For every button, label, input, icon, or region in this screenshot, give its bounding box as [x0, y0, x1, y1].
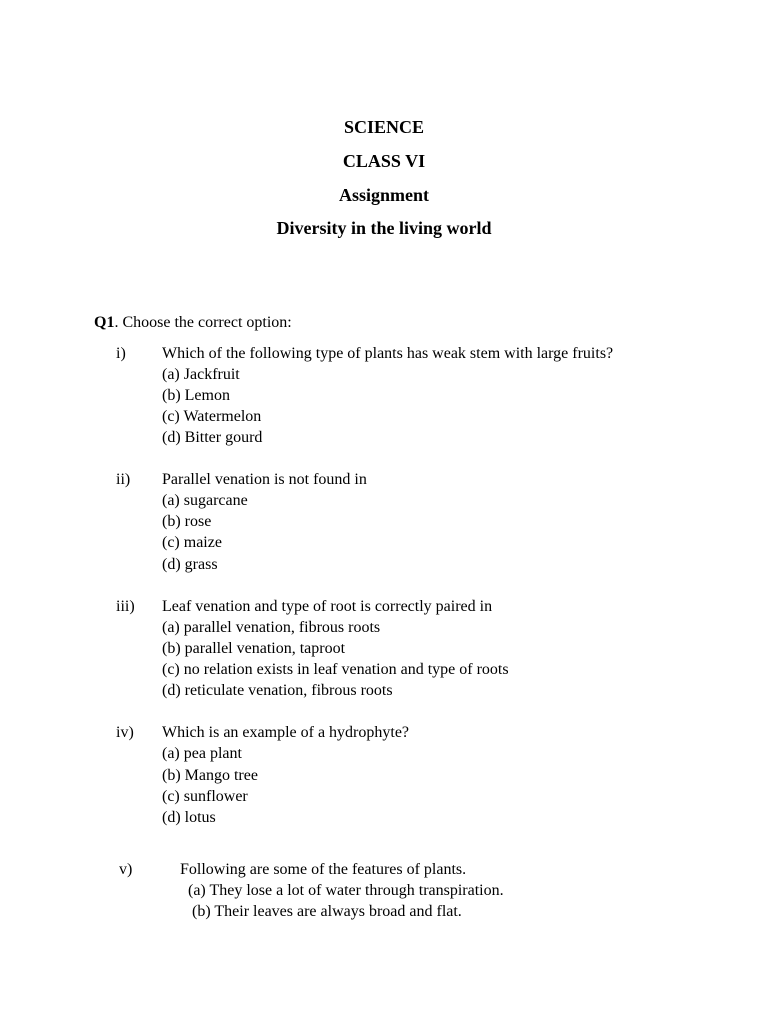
option-text: (a) Jackfruit — [162, 366, 240, 383]
question-number: i) — [116, 345, 126, 362]
option-text: (a) sugarcane — [162, 492, 248, 509]
option-text: (c) no relation exists in leaf venation and type of roots — [162, 661, 509, 678]
option-text: (a) They lose a lot of water through transpiration. — [188, 882, 504, 899]
question-text: Following are some of the features of plants. — [180, 861, 467, 878]
question-text: Which is an example of a hydrophyte? — [162, 724, 410, 741]
document-subject: SCIENCE — [343, 117, 425, 137]
question-text: Parallel venation is not found in — [162, 471, 367, 488]
question-number: iii) — [116, 598, 135, 615]
option-text: (d) Bitter gourd — [162, 429, 263, 446]
option-text: (b) Mango tree — [162, 767, 258, 784]
question-text: Which of the following type of plants has weak stem with large fruits? — [162, 345, 614, 362]
option-text: (b) Lemon — [162, 387, 230, 404]
option-text: (b) parallel venation, taproot — [162, 640, 346, 657]
question-number: ii) — [116, 471, 131, 488]
option-text: (c) sunflower — [162, 788, 248, 805]
question-label: Q1 — [94, 314, 115, 331]
option-text: (c) Watermelon — [162, 408, 262, 425]
question-heading — [94, 313, 292, 333]
document-type: Assignment — [338, 185, 429, 205]
option-text: (b) Their leaves are always broad and flat. — [192, 903, 462, 920]
option-text: (d) lotus — [162, 809, 216, 826]
document-topic: Diversity in the living world — [276, 218, 492, 238]
option-text: (a) parallel venation, fibrous roots — [162, 619, 381, 636]
question-text: Leaf venation and type of root is correctly paired in — [162, 598, 493, 615]
document-class: CLASS VI — [342, 151, 426, 171]
option-text: (d) grass — [162, 556, 218, 573]
option-text: (b) rose — [162, 513, 212, 530]
option-text: (d) reticulate venation, fibrous roots — [162, 682, 393, 699]
question-number: v) — [119, 861, 133, 878]
question-number: iv) — [116, 724, 134, 741]
option-text: (a) pea plant — [162, 745, 242, 762]
question-instruction: . Choose the correct option: — [114, 314, 292, 331]
option-text: (c) maize — [162, 534, 222, 551]
